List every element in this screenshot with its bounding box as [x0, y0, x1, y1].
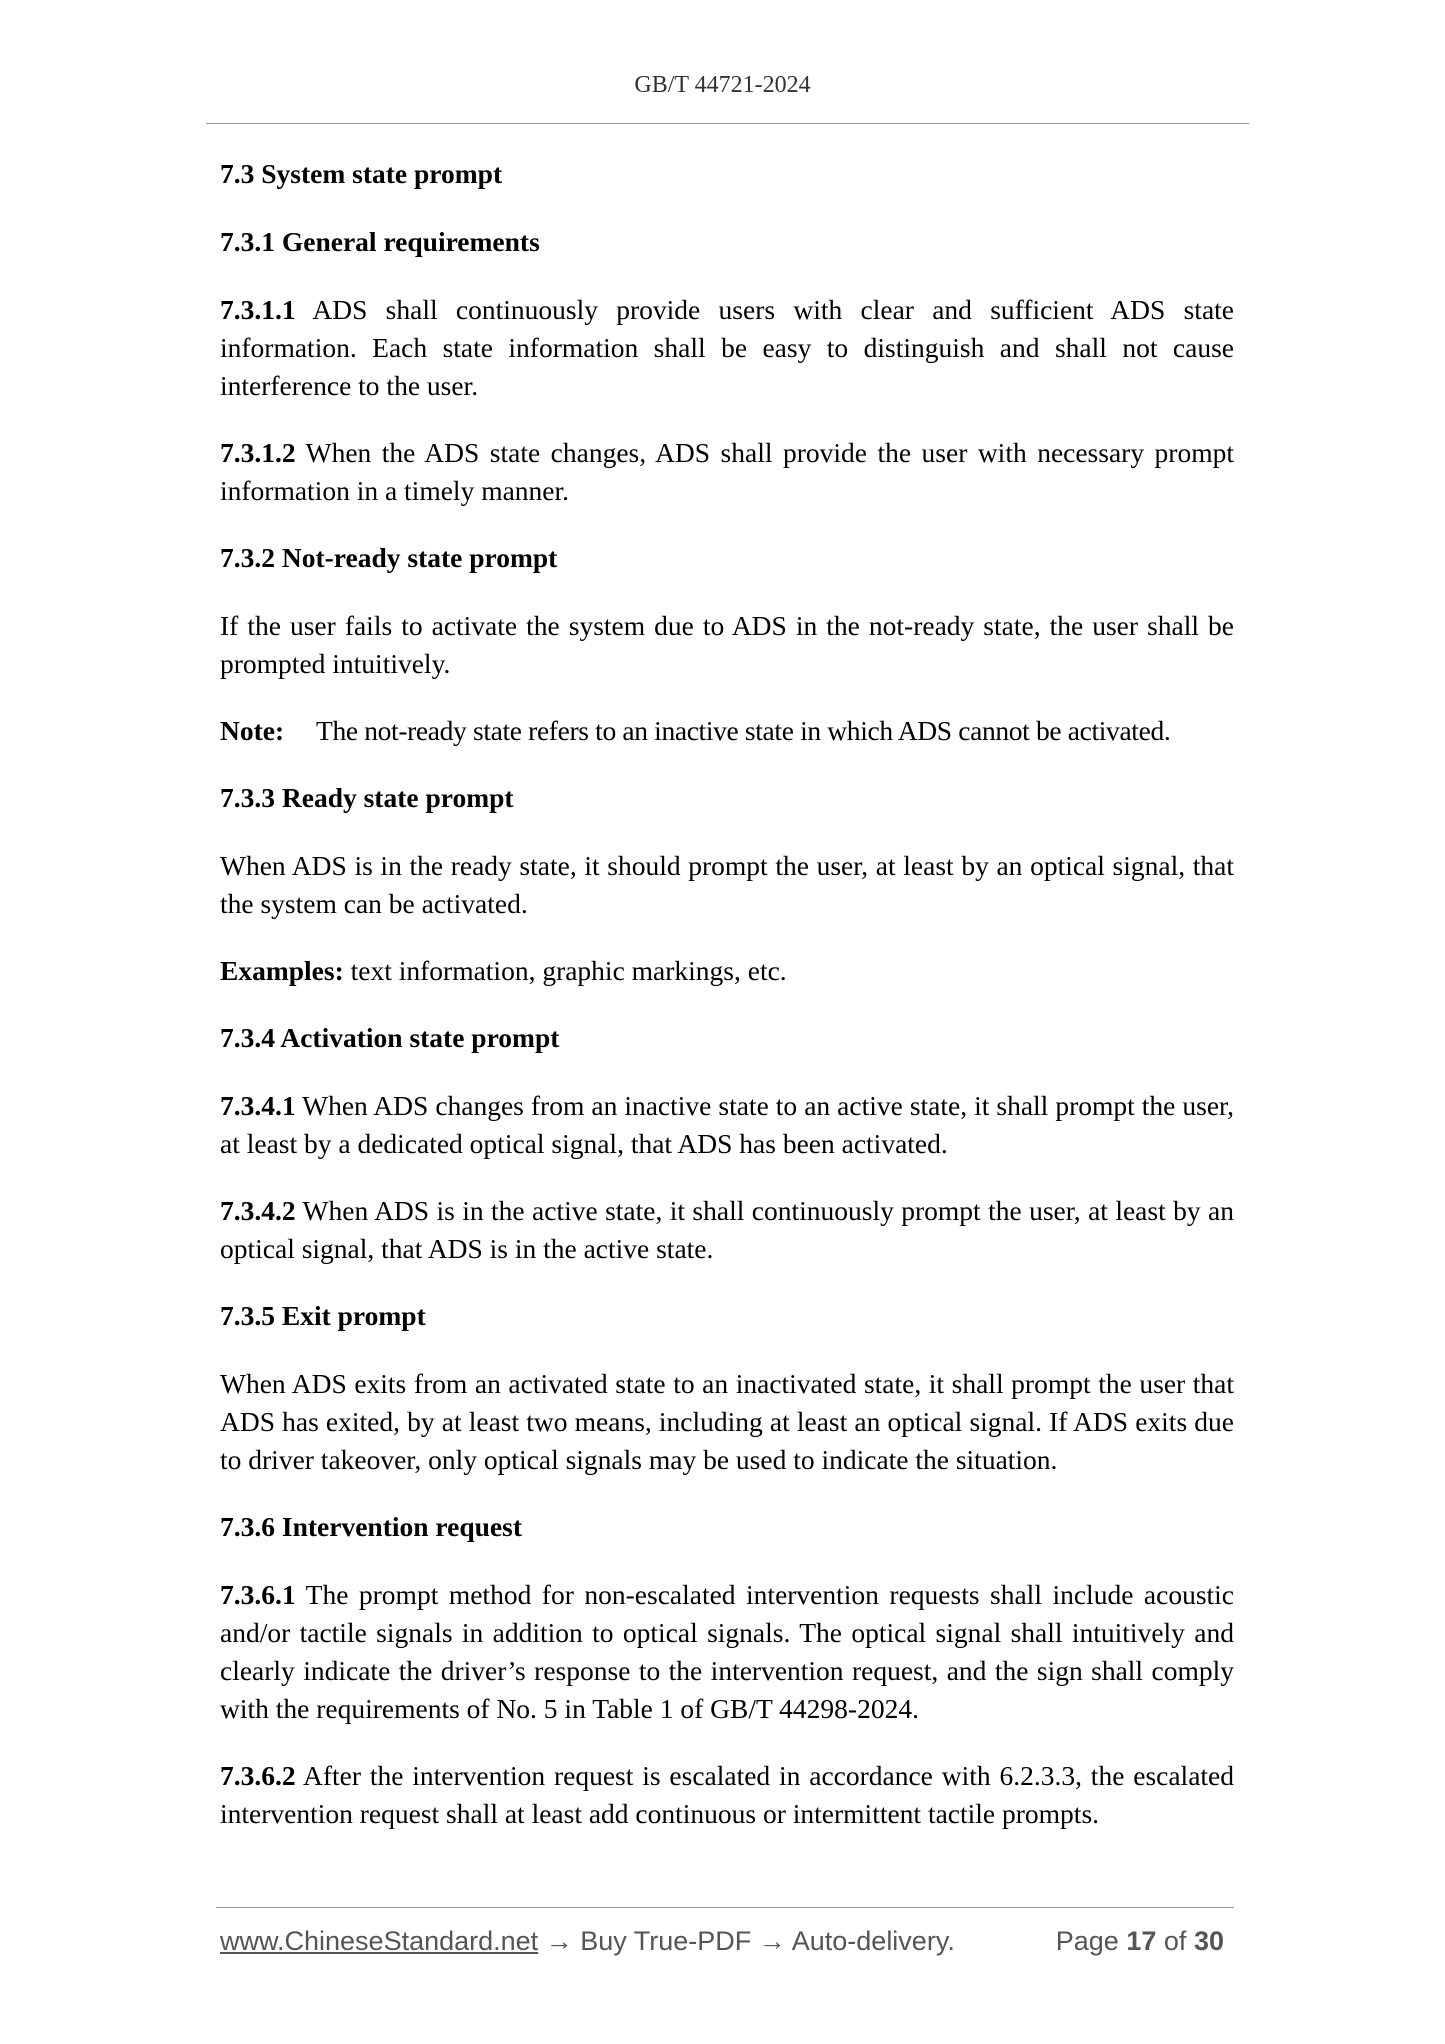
heading-7-3-1: 7.3.1 General requirements	[220, 226, 540, 257]
page-total: 30	[1193, 1926, 1224, 1956]
page-current: 17	[1126, 1926, 1157, 1956]
heading-7-3-5: 7.3.5 Exit prompt	[220, 1300, 426, 1331]
clause-7-3-6-1	[220, 1576, 1234, 1728]
clause-number: 7.3.4.2	[220, 1195, 296, 1226]
examples-label: Examples:	[220, 955, 344, 986]
clause-text: ADS shall continuously provide users with clear and sufficient ADS state information. Each state information shall be easy to distinguish and shall not cause interference to the user.	[220, 294, 1234, 401]
clause-text: When the ADS state changes, ADS shall provide the user with necessary prompt information in a timely manner.	[220, 437, 1234, 506]
heading-7-3-6: 7.3.6 Intervention request	[220, 1511, 522, 1542]
page-label: Page	[1055, 1926, 1119, 1956]
document-body	[220, 155, 1234, 1862]
clause-text: After the intervention request is escalated in accordance with 6.2.3.3, the escalated intervention request shall at least add continuous or intermittent tactile prompts.	[220, 1760, 1235, 1829]
page-of: of	[1163, 1926, 1187, 1956]
examples-text: text information, graphic markings, etc.	[350, 955, 787, 986]
clause-7-3-4-1	[220, 1087, 1234, 1163]
clause-number: 7.3.6.2	[220, 1760, 296, 1791]
footer-tagline: → Buy True-PDF → Auto-delivery.	[538, 1926, 955, 1956]
header-rule	[206, 123, 1249, 124]
clause-number: 7.3.1.2	[220, 437, 296, 468]
website-link[interactable]: www.ChineseStandard.net	[220, 1926, 539, 1956]
footer-rule	[216, 1907, 1234, 1908]
examples	[220, 952, 1234, 990]
paragraph-7-3-2: If the user fails to activate the system due to ADS in the not-ready state, the user shall be prompted intuitively.	[220, 610, 1234, 679]
paragraph-7-3-3: When ADS is in the ready state, it should prompt the user, at least by an optical signal, that the system can be activated.	[220, 850, 1234, 919]
clause-number: 7.3.4.1	[220, 1090, 296, 1121]
clause-text: When ADS changes from an inactive state to an active state, it shall prompt the user, at least by a dedicated optical signal, that ADS has been activated.	[220, 1090, 1234, 1159]
clause-number: 7.3.6.1	[220, 1579, 296, 1610]
clause-7-3-1-1	[220, 291, 1234, 405]
page-indicator	[1056, 1926, 1224, 1957]
heading-7-3: 7.3 System state prompt	[220, 158, 503, 189]
clause-number: 7.3.1.1	[220, 294, 296, 325]
heading-7-3-4: 7.3.4 Activation state prompt	[220, 1022, 560, 1053]
note	[220, 712, 1234, 750]
heading-7-3-2: 7.3.2 Not-ready state prompt	[220, 542, 558, 573]
clause-text: The prompt method for non-escalated intervention requests shall include acoustic and/or tactile signals in addition to optical signals. The optical signal shall intuitively and clearly indicate the driver’s response to the intervention request, and the sign shall comply with the requirements of No. 5 in Table 1 of GB/T 44298-2024.	[220, 1579, 1235, 1724]
note-label: Note:	[220, 715, 285, 746]
clause-7-3-1-2	[220, 434, 1234, 510]
clause-text: When ADS is in the active state, it shall continuously prompt the user, at least by an optical signal, that ADS is in the active state.	[220, 1195, 1234, 1264]
heading-7-3-3: 7.3.3 Ready state prompt	[220, 782, 514, 813]
page-header: GB/T 44721-2024	[634, 72, 811, 98]
clause-7-3-6-2	[220, 1757, 1234, 1833]
note-text: The not-ready state refers to an inactive state in which ADS cannot be activated.	[316, 715, 1171, 746]
clause-7-3-4-2	[220, 1192, 1234, 1268]
paragraph-7-3-5: When ADS exits from an activated state to an inactivated state, it shall prompt the user that ADS has exited, by at least two means, including at least an optical signal. If ADS exits due to driver takeover, only optical signals may be used to indicate the situation.	[220, 1368, 1234, 1475]
footer-left	[220, 1926, 955, 1957]
